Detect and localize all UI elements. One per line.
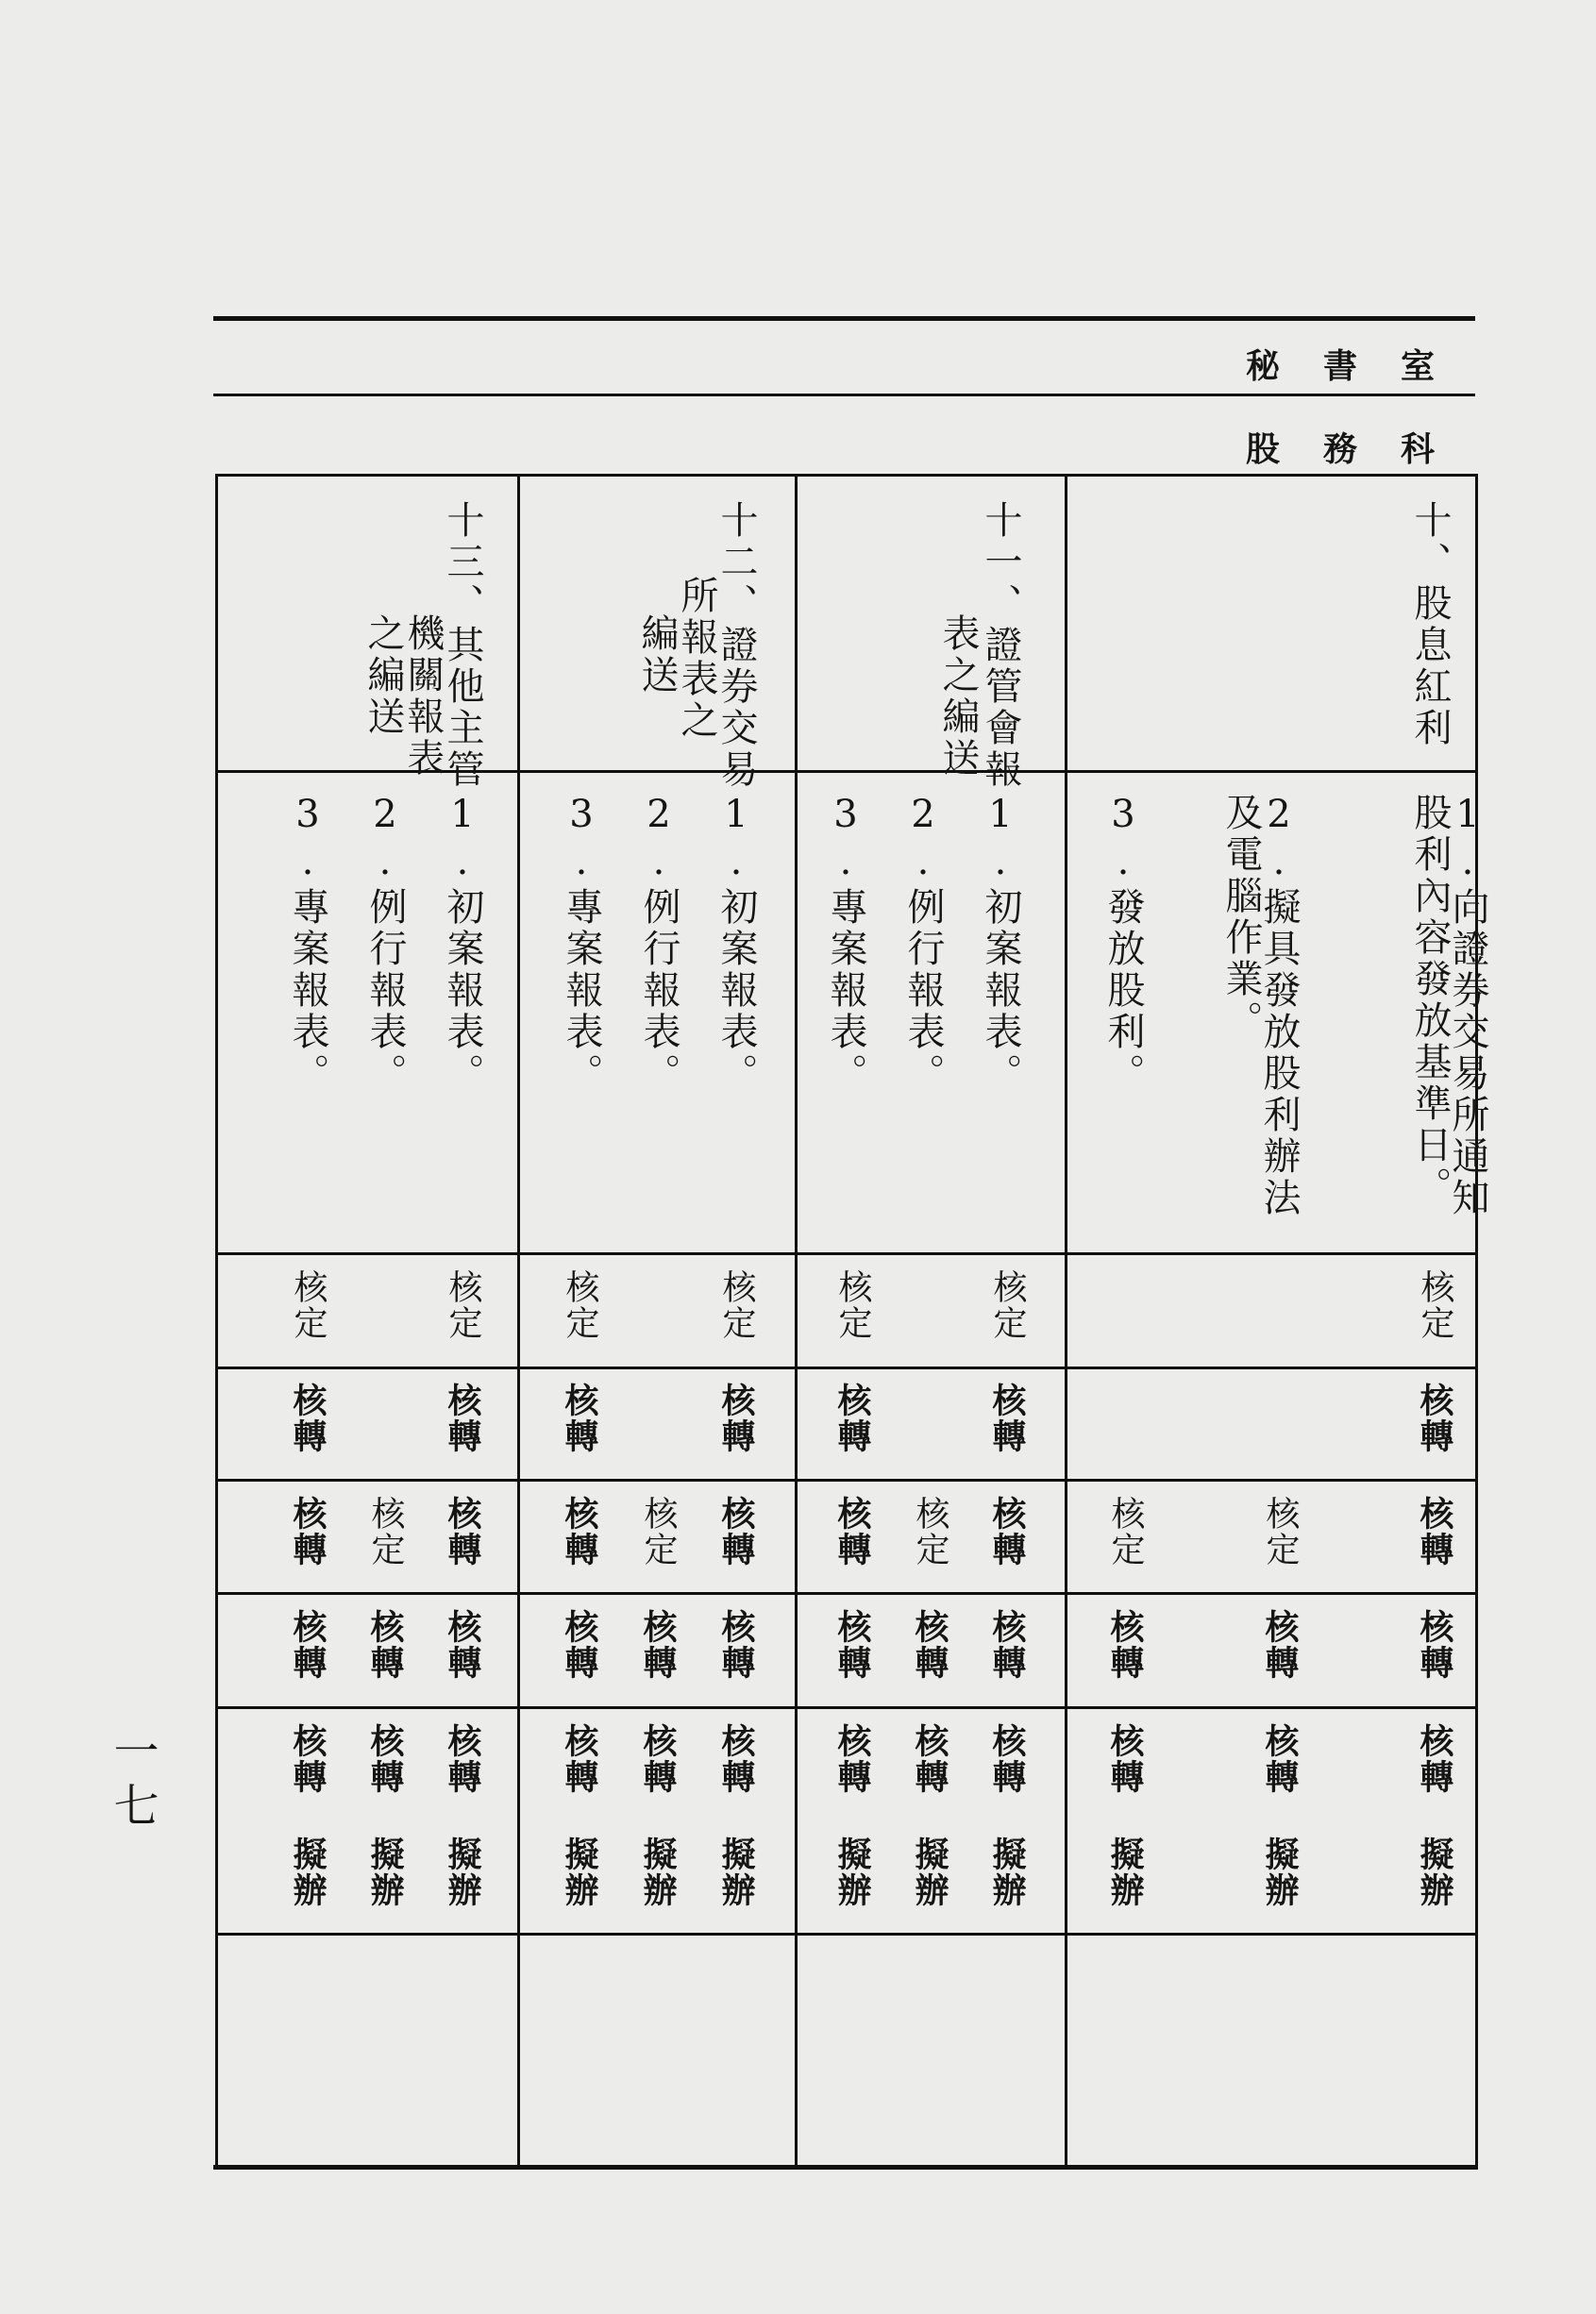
row-divider [215, 1252, 1478, 1255]
forward-mark: 核轉 [1260, 1609, 1300, 1681]
forward-mark: 核轉 [987, 1723, 1027, 1795]
forward-mark: 核轉 [560, 1723, 599, 1795]
forward-mark: 核轉 [716, 1723, 756, 1795]
item-text: 2.例行報表。 [637, 793, 680, 1095]
item-text: 2.例行報表。 [363, 793, 407, 1095]
bottom-rule [213, 2165, 1478, 2170]
item-text: 2.例行報表。 [901, 793, 945, 1095]
forward-mark: 核轉 [443, 1609, 482, 1681]
forward-mark: 核轉 [1415, 1723, 1454, 1795]
forward-mark: 核轉 [1260, 1723, 1300, 1795]
draft-mark: 擬辦 [288, 1836, 328, 1908]
approval-mark: 核定 [1106, 1496, 1145, 1568]
approval-mark: 核定 [561, 1269, 599, 1341]
forward-mark: 核轉 [832, 1383, 872, 1454]
approval-mark: 核定 [1416, 1269, 1454, 1341]
header-divider [213, 394, 1475, 396]
approval-mark: 核定 [1261, 1496, 1300, 1568]
section-title: 所報表之 [675, 576, 718, 742]
draft-mark: 擬辦 [560, 1836, 599, 1908]
draft-mark: 擬辦 [365, 1836, 405, 1908]
approval-mark: 核定 [911, 1496, 949, 1568]
item-text: 1.向證券交易所通知股利內容發放基準日。 [1408, 793, 1489, 1219]
row-divider [215, 1592, 1478, 1595]
page-number: 一七 [106, 1727, 159, 1836]
section-title: 機關報表 [401, 613, 445, 780]
forward-mark: 核轉 [987, 1496, 1027, 1568]
header-section: 股務科 [1246, 429, 1479, 469]
section-title: 十二、證券交易 [714, 500, 758, 791]
forward-mark: 核轉 [1105, 1723, 1145, 1795]
forward-mark: 核轉 [1415, 1383, 1454, 1454]
forward-mark: 核轉 [560, 1496, 599, 1568]
section-title: 十三、其他主管 [441, 500, 484, 791]
forward-mark: 核轉 [987, 1609, 1027, 1681]
draft-mark: 擬辦 [1415, 1836, 1454, 1908]
forward-mark: 核轉 [910, 1609, 949, 1681]
forward-mark: 核轉 [716, 1383, 756, 1454]
draft-mark: 擬辦 [443, 1836, 482, 1908]
approval-mark: 核定 [639, 1496, 678, 1568]
forward-mark: 核轉 [288, 1609, 328, 1681]
forward-mark: 核轉 [832, 1496, 872, 1568]
section-title: 編送 [635, 613, 679, 696]
forward-mark: 核轉 [1415, 1496, 1454, 1568]
item-text: 3.專案報表。 [286, 793, 329, 1095]
approval-mark: 核定 [988, 1269, 1027, 1341]
forward-mark: 核轉 [1415, 1609, 1454, 1681]
row-divider [215, 1367, 1478, 1369]
forward-mark: 核轉 [987, 1383, 1027, 1454]
draft-mark: 擬辦 [1105, 1836, 1145, 1908]
forward-mark: 核轉 [443, 1496, 482, 1568]
forward-mark: 核轉 [832, 1609, 872, 1681]
forward-mark: 核轉 [288, 1723, 328, 1795]
approval-mark: 核定 [289, 1269, 328, 1341]
row-divider [215, 1933, 1478, 1936]
item-text: 3.專案報表。 [824, 793, 867, 1095]
forward-mark: 核轉 [560, 1383, 599, 1454]
draft-mark: 擬辦 [910, 1836, 949, 1908]
header-office: 秘書室 [1246, 346, 1479, 386]
forward-mark: 核轉 [560, 1609, 599, 1681]
forward-mark: 核轉 [365, 1609, 405, 1681]
forward-mark: 核轉 [638, 1723, 678, 1795]
draft-mark: 擬辦 [1260, 1836, 1300, 1908]
draft-mark: 擬辦 [987, 1836, 1027, 1908]
draft-mark: 擬辦 [716, 1836, 756, 1908]
item-text: 1.初案報表。 [441, 793, 484, 1095]
approval-mark: 核定 [366, 1496, 405, 1568]
forward-mark: 核轉 [638, 1609, 678, 1681]
forward-mark: 核轉 [716, 1496, 756, 1568]
item-text: 1.初案報表。 [979, 793, 1022, 1095]
forward-mark: 核轉 [832, 1723, 872, 1795]
draft-mark: 擬辦 [832, 1836, 872, 1908]
col-divider [1065, 474, 1067, 2168]
section-title: 表之編送 [936, 613, 980, 780]
col-divider [795, 474, 798, 2168]
approval-mark: 核定 [833, 1269, 872, 1341]
approval-mark: 核定 [717, 1269, 756, 1341]
forward-mark: 核轉 [443, 1383, 482, 1454]
forward-mark: 核轉 [1105, 1609, 1145, 1681]
forward-mark: 核轉 [288, 1496, 328, 1568]
forward-mark: 核轉 [910, 1723, 949, 1795]
section-title: 之編送 [361, 613, 405, 738]
forward-mark: 核轉 [288, 1383, 328, 1454]
item-text: 1.初案報表。 [714, 793, 758, 1095]
approval-mark: 核定 [444, 1269, 482, 1341]
row-divider [215, 1479, 1478, 1482]
item-text: 2.擬具發放股利辦法及電腦作業。 [1219, 793, 1301, 1219]
forward-mark: 核轉 [365, 1723, 405, 1795]
top-rule [213, 316, 1475, 321]
draft-mark: 擬辦 [638, 1836, 678, 1908]
item-text: 3.專案報表。 [560, 793, 603, 1095]
forward-mark: 核轉 [443, 1723, 482, 1795]
section-title: 十一、證管會報 [979, 500, 1022, 791]
forward-mark: 核轉 [716, 1609, 756, 1681]
row-divider [215, 1706, 1478, 1709]
item-text: 3.發放股利。 [1101, 793, 1145, 1095]
section-title: 十、股息紅利 [1408, 500, 1452, 749]
col-divider [517, 474, 520, 2168]
